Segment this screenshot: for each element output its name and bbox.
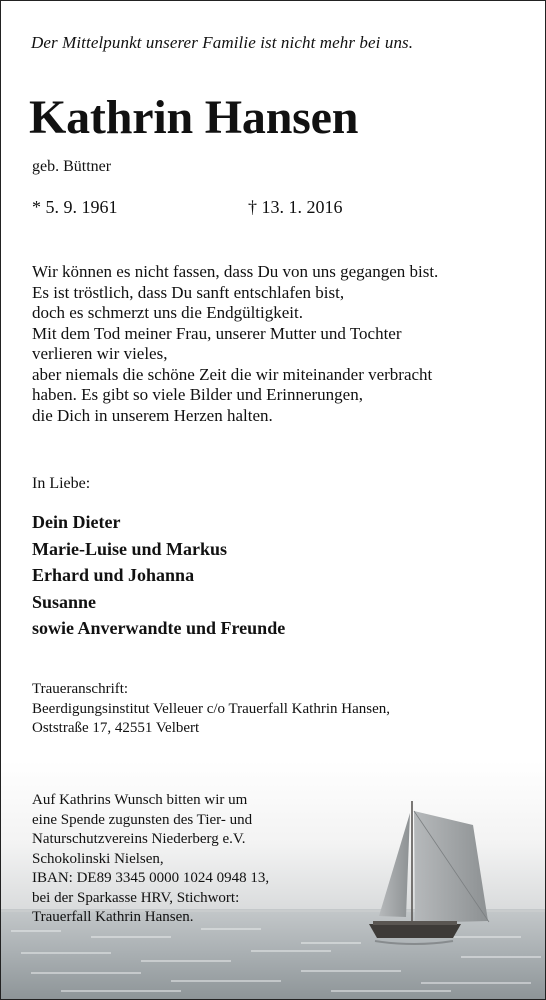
motto: Der Mittelpunkt unserer Familie ist nicht mehr bei uns. bbox=[31, 33, 414, 52]
address-line: Oststraße 17, 42551 Velbert bbox=[32, 720, 200, 736]
mourner: Susanne bbox=[32, 591, 97, 612]
in-love-label: In Liebe: bbox=[32, 475, 91, 492]
donation-line: Trauerfall Kathrin Hansen. bbox=[32, 909, 194, 925]
memorial-line: doch es schmerzt uns die Endgültigkeit. bbox=[32, 303, 303, 322]
donation-line: eine Spende zugunsten des Tier- und bbox=[32, 811, 253, 828]
donation-line: Schokolinski Nielsen, bbox=[32, 850, 164, 867]
address-line: Traueranschrift: bbox=[32, 681, 129, 697]
donation-line: Naturschutzvereins Niederberg e.V. bbox=[32, 831, 246, 847]
memorial-line: haben. Es gibt so viele Bilder und Erinnerungen, bbox=[32, 385, 363, 404]
donation-line: Auf Kathrins Wunsch bitten wir um bbox=[32, 792, 248, 808]
death-date: † 13. 1. 2016 bbox=[248, 197, 343, 217]
memorial-line: die Dich in unserem Herzen halten. bbox=[32, 405, 273, 425]
mourning-address bbox=[32, 680, 390, 739]
mourner: Dein Dieter bbox=[32, 512, 121, 532]
donation-request bbox=[32, 791, 269, 928]
address-line: Beerdigungsinstitut Velleuer c/o Trauerfall Kathrin Hansen, bbox=[32, 700, 390, 717]
memorial-line: aber niemals die schöne Zeit die wir miteinander verbracht bbox=[32, 364, 433, 384]
birth-date: * 5. 9. 1961 bbox=[32, 197, 118, 217]
memorial-line: Es ist tröstlich, dass Du sanft entschlafen bist, bbox=[32, 282, 345, 302]
memorial-line: Wir können es nicht fassen, dass Du von uns gegangen bist. bbox=[32, 262, 439, 281]
donation-line: IBAN: DE89 3345 0000 1024 0948 13, bbox=[32, 870, 270, 886]
memorial-text bbox=[32, 262, 532, 426]
memorial-line: verlieren wir vieles, bbox=[32, 344, 168, 363]
donation-line: bei der Sparkasse HRV, Stichwort: bbox=[32, 889, 240, 906]
memorial-line: Mit dem Tod meiner Frau, unserer Mutter und Tochter bbox=[32, 323, 402, 343]
mourners-list bbox=[32, 509, 285, 642]
mourner: sowie Anverwandte und Freunde bbox=[32, 618, 286, 638]
mourner: Erhard und Johanna bbox=[32, 565, 195, 585]
mourner: Marie-Luise und Markus bbox=[32, 538, 228, 559]
deceased-name: Kathrin Hansen bbox=[29, 91, 359, 144]
maiden-name: geb. Büttner bbox=[32, 158, 112, 175]
